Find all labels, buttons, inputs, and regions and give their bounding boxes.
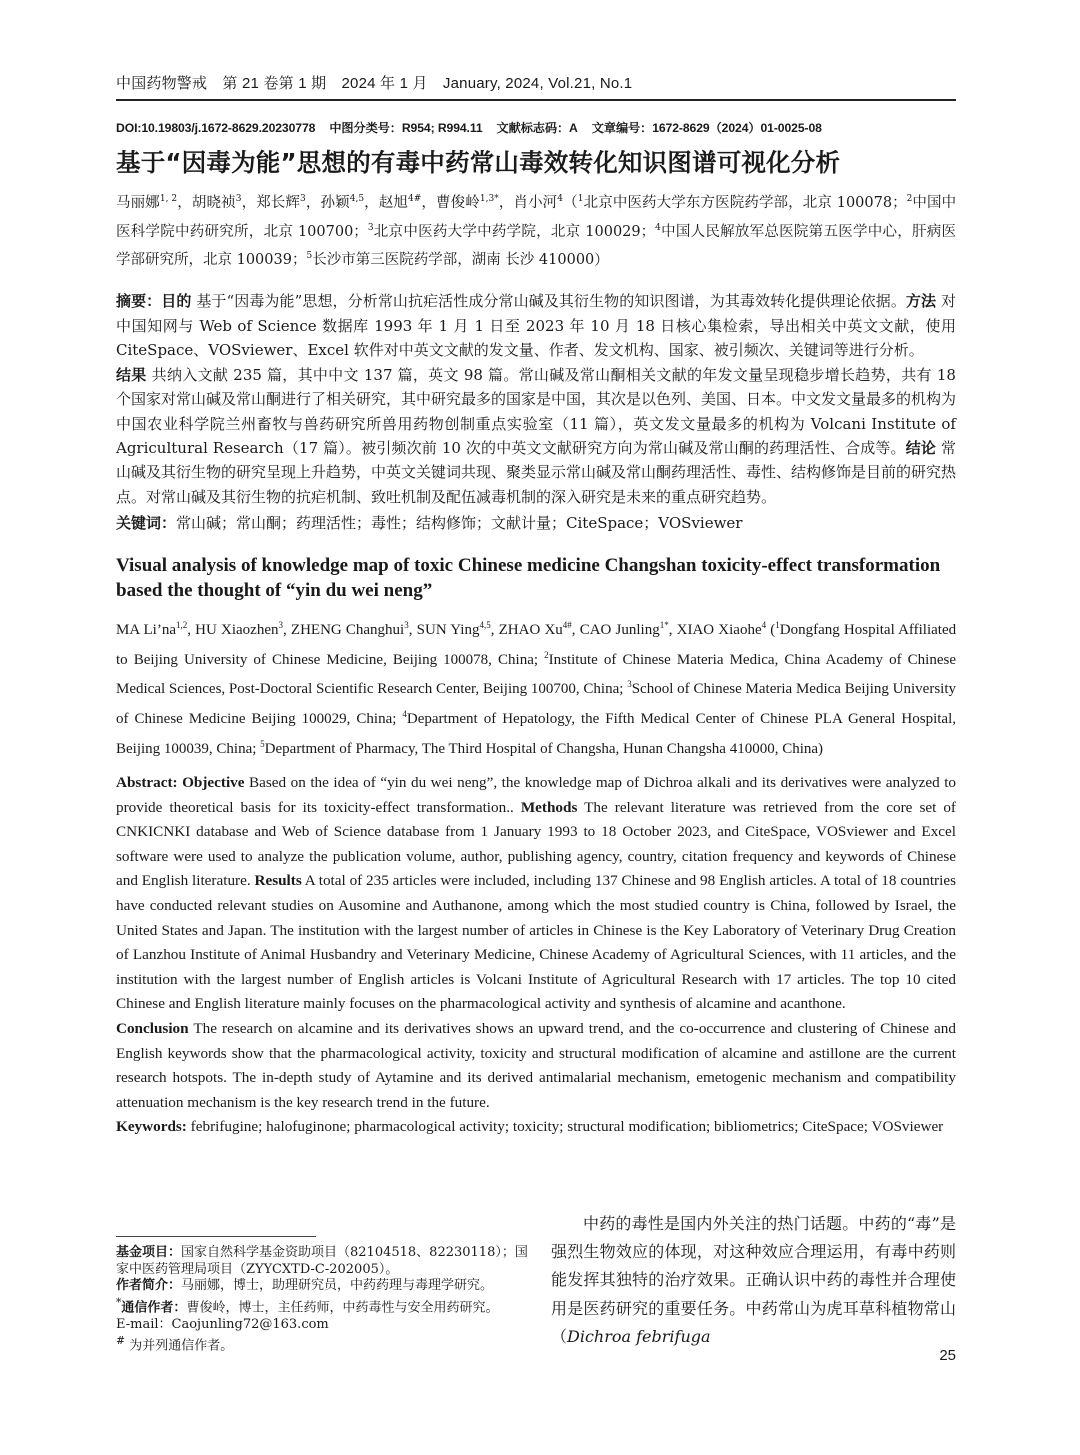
methods-label: 方法 bbox=[905, 292, 937, 311]
author-cn: 马丽娜$^{1, 2}$ bbox=[116, 194, 178, 211]
corresponding-note: *通信作者：曹俊岭，博士，主任药师，中药毒性与安全用药研究。 bbox=[116, 1295, 499, 1316]
objective-text-en: Based on the idea of “yin du wei neng”, the knowledge map of Dichroa alkali and its derivatives were analyzed to provide theoretical basis for its toxicity-effect transformation.. bbox=[116, 774, 957, 816]
authors-english: MA Li’na$^{1,2}$, HU Xiaozhen$^3$, ZHENG Changhui$^3$, SUN Ying$^{4,5}$, ZHAO $Xu^{4\#}$, CAO Junling$^{1*}$, XIAO Xiaohe$^4$ ($^1$Dongfang Hospital Affiliated to Beijing University of Chinese Medicine, Beijing 100078, China; $^2$Institute of Chinese Materia Medica, China Academy of Chinese Medical Sciences, Post-Doctoral Scientific Research Center, Beijing 100700, China; $^3$School of Chinese Materia Medica Beijing University of Chinese Medicine Beijing 100029, China; $^4$Department of Hepatology, the Fifth Medical Center of Chinese PLA General Hospital, Beijing 100039, China; $^5$Department of Pharmacy, The Third Hospital of Changsha, Hunan Changsha 410000, China) bbox=[116, 620, 957, 757]
abstract-label: 摘要： bbox=[116, 292, 162, 311]
author-cn: 胡晓祯$^3$ bbox=[191, 194, 242, 211]
objective-text: 基于“因毒为能”思想，分析常山抗疟活性成分常山碱及其衍生物的知识图谱，为其毒效转化提供理论依据。 bbox=[191, 292, 906, 311]
document-code: 文献标志码：A bbox=[496, 121, 578, 135]
affiliation-cn: $^3$北京中医药大学中药学院，北京 100029； bbox=[367, 222, 656, 240]
article-number: 文章编号：1672-8629（2024）01-0025-08 bbox=[591, 121, 822, 135]
objective-label: 目的 bbox=[161, 292, 192, 311]
results-text: 共纳入文献 235 篇，其中中文 137 篇，英文 98 篇。常山碱及常山酮相关文献的年发文量呈现稳步增长趋势，共有 18 个国家对常山碱及常山酮进行了相关研究，其中研究最多的国家是中国，其次是以色列、美国、日本。中文发文量最多的机构为中国农业科学院兰州畜牧与兽药研究所兽用药物创制重点实验室（11 篇），英文发文量最多的机构为 Volcani Institute of Agricultural Research（17 篇）。被引频次前 10 次的中英文文献研究方向为常山碱及常山酮的药理活性、合成等。 bbox=[116, 365, 957, 457]
body-text: 中药的毒性是国内外关注的热门话题。中药的“毒”是强烈生物效应的体现，对这种效应合理运用，有毒中药则能发挥其独特的治疗效果。正确认识中药的毒性并合理使用是医药研究的重要任务。中药常山为虎耳草科植物常山（Dichroa febrifuga bbox=[551, 1214, 956, 1346]
author-en: ZHENG Changhui$^3$ bbox=[290, 620, 409, 639]
co-corresponding-note: # 为并列通信作者。 bbox=[116, 1334, 234, 1354]
email-note: E-mail：Caojunling72@163.com bbox=[116, 1316, 329, 1332]
methods-text-en: The relevant literature was retrieved from the core set of CNKICNKI database and Web of Science database from 1 January 1993 to 18 October 2023, and CiteSpace, VOSviewer and Excel software were used to analyze the publication volume, author, publishing agency, country, citation frequency and keywords of Chinese and English literature. bbox=[116, 798, 956, 890]
author-en: SUN Ying$^{4,5}$ bbox=[416, 620, 491, 639]
conclusion-label-en: Conclusion bbox=[116, 1020, 189, 1038]
author-cn: 郑长辉$^3$ bbox=[256, 194, 306, 211]
title-english: Visual analysis of knowledge map of toxic Chinese medicine Changshan toxicity-effect transformation based the thought of “yin du wei neng” bbox=[116, 555, 941, 602]
affiliation-en: $^1$Dongfang Hospital Affiliated to Beijing University of Chinese Medicine, Beijing 100078, China; bbox=[116, 620, 957, 668]
results-label-en: Results bbox=[254, 872, 302, 890]
conclusion-text-en: The research on alcamine and its derivatives shows an upward trend, and the co-occurrence and clustering of Chinese and English keywords show that the pharmacological activity, toxicity and structural modification of alcamine and astillone are the current research hotspots. The in-depth study of Aytamine and its derived antimalarial mechanism, emetogenic mechanism and compatibility attenuation mechanism is the key research trend in the future. bbox=[116, 1020, 956, 1111]
running-head: 中国药物警戒 第 21 卷第 1 期 2024 年 1 月 January, 2024, Vol.21, No.1 bbox=[116, 72, 956, 101]
authors-chinese: 马丽娜$^{1, 2}$，胡晓祯$^3$，郑长辉$^3$，孙颖$^{4,5}$，赵旭$^{4\#}$，曹俊岭$^{1,3*}$，肖小河$^4$（$^1$北京中医药大学东方医院药学部，北京 100078；$^2$中国中医科学院中药研究所，北京 100700；$^3$北京中医药大学中药学院，北京 100029；$^4$中国人民解放军总医院第五医学中心，肝病医学部研究所，北京 100039；$^5$长沙市第三医院药学部，湖南 长沙 410000） bbox=[116, 194, 957, 269]
affiliation-en: $^5$Department of Pharmacy, The Third Hospital of Changsha, Hunan Changsha 410000, China bbox=[260, 738, 819, 757]
methods-text: 对中国知网与 Web of Science 数据库 1993 年 1 月 1 日至 2023 年 10 月 18 日核心集检索，导出相关中英文文献，使用 CiteSpace、VOSviewer、Excel 软件对中英文文献的发文量、作者、发文机构、国家、被引频次、关键词等进行分析。 bbox=[116, 292, 956, 360]
affiliation-en: $^4$Department of Hepatology, the Fifth Medical Center of Chinese PLA General Hospital, Beijing 100039, China; bbox=[116, 708, 956, 757]
latin-name: Dichroa febrifuga bbox=[567, 1326, 711, 1346]
footnote-rule bbox=[116, 1236, 316, 1237]
abstract-chinese bbox=[116, 289, 956, 509]
author-note: 作者简介：马丽娜，博士，助理研究员，中药药理与毒理学研究。 bbox=[116, 1278, 494, 1294]
author-en: HU Xiaozhen$^3$ bbox=[195, 620, 283, 639]
footnotes bbox=[116, 1236, 536, 1355]
conclusion-text: 常山碱及其衍生物的研究呈现上升趋势，中英文关键词共现、聚类显示常山碱及常山酮药理活性、毒性、结构修饰是目前的研究热点。对常山碱及其衍生物的抗疟机制、致吐机制及配伍减毒机制的深入研究是未来的重点研究趋势。 bbox=[116, 438, 957, 506]
keywords-label: 关键词： bbox=[116, 514, 177, 533]
doi: DOI:10.19803/j.1672-8629.20230778 bbox=[116, 121, 316, 135]
clc-number: 中图分类号：R954; R994.11 bbox=[329, 121, 483, 135]
affiliation-cn: $^2$中国中医科学院中药研究所，北京 100700； bbox=[116, 194, 957, 240]
article-page bbox=[116, 72, 956, 1140]
author-en: CAO Junling$^{1*}$ bbox=[579, 620, 669, 639]
author-en: MA Li’na$^{1,2}$ bbox=[116, 620, 188, 639]
affiliation-cn: $^4$中国人民解放军总医院第五医学中心，肝病医学部研究所，北京 100039； bbox=[116, 222, 956, 269]
abstract-english bbox=[116, 771, 956, 1115]
fund-note: 基金项目：国家自然科学基金资助项目（82104518、82230118）；国家中医药管理局项目（ZYYCXTD-C-202005）。 bbox=[116, 1245, 528, 1277]
results-text-en: A total of 235 articles were included, including 137 Chinese and 98 English articles. A total of 18 countries have conducted relevant studies on Ausomine and Authanone, among which the most studied country is China, followed by Israel, the United States and Japan. The institution with the largest number of articles in Chinese is the Key Laboratory of Veterinary Drug Creation of Lanzhou Institute of Animal Husbandry and Veterinary Medicine, Chinese Academy of Agricultural Sciences, with 11 articles, and the institution with the largest number of English articles is Volcani Institute of Agricultural Research with 17 articles. The top 10 cited Chinese and English literature mainly focuses on the pharmacological activity and synthesis of alcamine and acanthone. bbox=[116, 872, 956, 1013]
abstract-label-en: Abstract: bbox=[116, 774, 178, 792]
author-cn: 肖小河$^4$ bbox=[513, 194, 564, 211]
conclusion-label: 结论 bbox=[905, 438, 937, 457]
page-number: 25 bbox=[939, 1347, 956, 1364]
affiliation-cn: $^1$北京中医药大学东方医院药学部，北京 100078； bbox=[577, 194, 907, 211]
methods-label-en: Methods bbox=[520, 798, 578, 816]
author-en: ZHAO $Xu^{4\#}$ bbox=[498, 620, 572, 639]
affiliation-en: $^2$Institute of Chinese Materia Medica, China Academy of Chinese Medical Sciences, Post-Doctoral Scientific Research Center, Beijing 100700, China; bbox=[116, 649, 956, 698]
keywords-text-en: febrifugine; halofuginone; pharmacological activity; toxicity; structural modification; bibliometrics; CiteSpace; VOSviewer bbox=[186, 1118, 944, 1136]
keywords-english bbox=[116, 1115, 956, 1140]
author-en: XIAO Xiaohe$^4$ bbox=[676, 620, 767, 639]
objective-label-en: Objective bbox=[182, 774, 245, 792]
author-cn: 赵旭$^{4\#}$ bbox=[378, 194, 422, 211]
keywords-text: 常山碱；常山酮；药理活性；毒性；结构修饰；文献计量；CiteSpace；VOSviewer bbox=[176, 514, 743, 533]
affiliation-en: $^3$School of Chinese Materia Medica Beijing University of Chinese Medicine Beijing 100029, China; bbox=[116, 679, 956, 727]
title-chinese: 基于“因毒为能”思想的有毒中药常山毒效转化知识图谱可视化分析 bbox=[116, 148, 841, 177]
author-cn: 孙颖$^{4,5}$ bbox=[320, 194, 365, 211]
keywords-label-en: Keywords: bbox=[116, 1118, 187, 1136]
results-label: 结果 bbox=[116, 365, 147, 384]
keywords-chinese bbox=[116, 511, 956, 535]
affiliation-cn: $^5$长沙市第三医院药学部，湖南 长沙 410000 bbox=[306, 251, 595, 269]
author-cn: 曹俊岭$^{1,3*}$ bbox=[436, 194, 499, 211]
article-meta bbox=[116, 119, 956, 136]
